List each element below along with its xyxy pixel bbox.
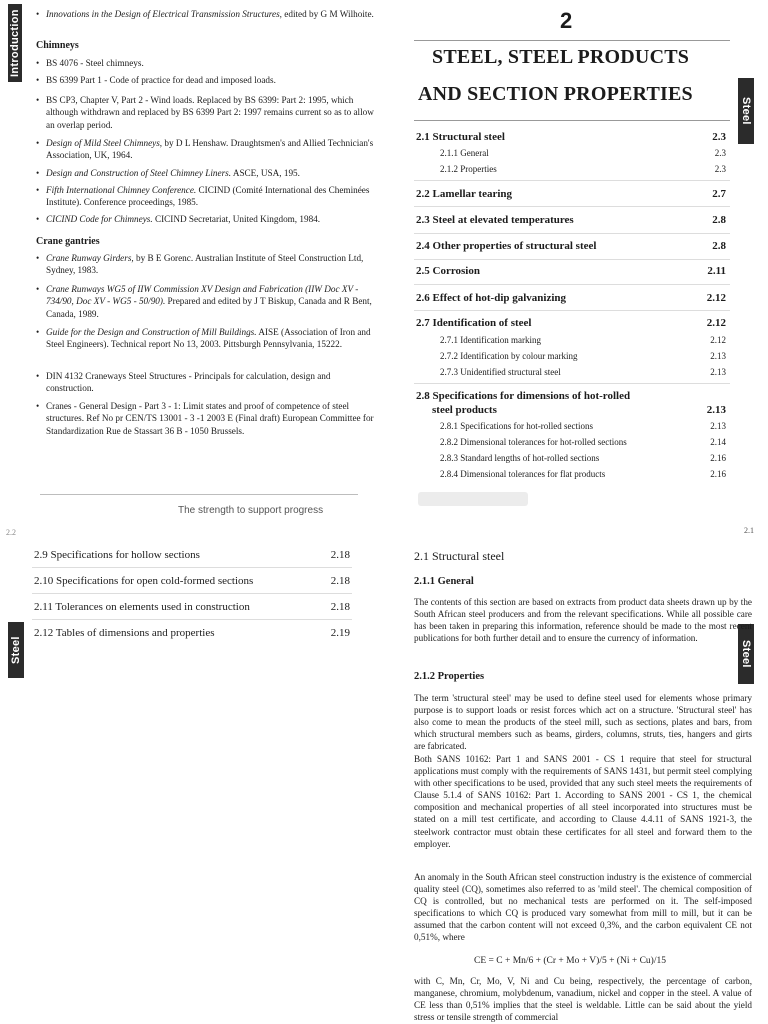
toc-entry[interactable]: 2.1 Structural steel 2.3 bbox=[416, 131, 726, 143]
properties-paragraph-4: with C, Mn, Cr, Mo, V, Ni and Cu being, respectively, the percentage of carbon, manganese, chromium, molybdenum, vanadium, nickel and copper in the steel. A value of CE less than 0,51% implies that the steel is weldable. Little can be said about the yield stress or tensile strength of commercial bbox=[414, 976, 752, 1023]
title-divider bbox=[414, 120, 730, 121]
toc-divider bbox=[414, 206, 730, 207]
toc-entry-label-line1[interactable]: 2.8 Specifications for dimensions of hot-rolled bbox=[416, 390, 631, 402]
toc-divider bbox=[32, 619, 352, 620]
toc-entry[interactable]: 2.7 Identification of steel 2.12 bbox=[416, 317, 726, 329]
toc-entry[interactable]: 2.7.2 Identification by colour marking 2.13 bbox=[440, 351, 726, 361]
crane-item: • Cranes - General Design - Part 3 - 1: Limit states and proof of competence of steel structures. Ref No pr CEN/TS 13001 - 3 -1 2003 E (Final draft) European Committee for Standardization Rue de Stassart 36 B - 1050 Brussels. bbox=[36, 400, 378, 437]
toc-entry[interactable]: 2.10 Specifications for open cold-formed sections 2.18 bbox=[34, 575, 350, 587]
toc-entry[interactable]: 2.8.2 Dimensional tolerances for hot-rolled sections 2.14 bbox=[440, 437, 726, 447]
chimneys-item: • Design and Construction of Steel Chimney Liners. ASCE, USA, 195. bbox=[36, 167, 378, 179]
toc-divider bbox=[414, 259, 730, 260]
chimneys-item: • BS CP3, Chapter V, Part 2 - Wind loads. Replaced by BS 6399: Part 2: 1995, which although withdrawn and replaced by BS 6399 Part 2: 1997 remains current so as to allow an overlap period. bbox=[36, 94, 378, 131]
bibliography-item: • Innovations in the Design of Electrical Transmission Structures, edited by G M Wilhoite. bbox=[36, 8, 378, 20]
toc-divider bbox=[32, 593, 352, 594]
toc-divider bbox=[414, 310, 730, 311]
chapter-number: 2 bbox=[560, 8, 573, 33]
section-tab-steel: Steel bbox=[738, 78, 754, 144]
toc-entry[interactable]: 2.1.1 General 2.3 bbox=[440, 148, 726, 158]
chimneys-heading: Chimneys bbox=[36, 40, 79, 51]
faded-watermark bbox=[418, 492, 528, 506]
toc-entry[interactable]: 2.8.1 Specifications for hot-rolled sections 2.13 bbox=[440, 421, 726, 431]
toc-entry[interactable]: 2.12 Tables of dimensions and properties 2.19 bbox=[34, 627, 350, 639]
chapter-title-line2: AND SECTION PROPERTIES bbox=[418, 83, 693, 105]
footer-slogan: The strength to support progress bbox=[178, 505, 324, 516]
carbon-equivalent-formula: CE = C + Mn/6 + (Cr + Mo + V)/5 + (Ni + Cu)/15 bbox=[474, 956, 666, 966]
section-title: 2.1 Structural steel bbox=[414, 549, 505, 563]
toc-divider bbox=[414, 180, 730, 181]
crane-item: • Crane Runways WG5 of IIW Commission XV Design and Fabrication (IIW Doc XV - 734/90, Doc XV - WG5 - 50/90). Prepared and edited by J T Biskup, Canada and R Bent, Canada, 1989. bbox=[36, 283, 378, 320]
toc-entry[interactable]: 2.7.3 Unidentified structural steel 2.13 bbox=[440, 367, 726, 377]
chimneys-item: • Design of Mild Steel Chimneys, by D L Henshaw. Draughtsmen's and Allied Technician's Association, UK, 1964. bbox=[36, 137, 378, 162]
section-tab-steel: Steel bbox=[738, 624, 754, 684]
crane-item: • DIN 4132 Craneways Steel Structures - Principals for calculation, design and construction. bbox=[36, 370, 378, 395]
properties-paragraph-3: An anomaly in the South African steel construction industry is the existence of commercial quality steel (CQ), sometimes also referred to as 'mild steel'. The chemical composition of CQ is controlled, but no mechanical tests are performed on it. The self-imposed specifications to which CQ is produced vary somewhat from mill to mill, but it can be assumed that the carbon content will not exceed 0,3%, and the carbon equivalent CE not 0,51%, where bbox=[414, 872, 752, 943]
chapter-divider bbox=[414, 40, 730, 41]
properties-paragraph-2: Both SANS 10162: Part 1 and SANS 2001 - CS 1 require that steel for structural applications must comply with the requirements of SANS 1431, but permit steel complying with other specifications to be used, provided that any such steel meets the requirements of Clause 5.1.4 of SANS 10162: Part 1. According to SANS 2001 - CS 1, the chemical composition and mechanical properties of all steel incorporated into structures must be stated on a mill test certificate, and according to Clause 4.4.11 of SANS 1921-3, the steelwork contractor must obtain these certificates for all steel and forward them to the employer. bbox=[414, 754, 752, 849]
section-tab-steel: Steel bbox=[8, 622, 24, 678]
toc-entry[interactable]: 2.3 Steel at elevated temperatures 2.8 bbox=[416, 214, 726, 226]
toc-entry[interactable]: 2.8.4 Dimensional tolerances for flat products 2.16 bbox=[440, 469, 726, 479]
toc-entry[interactable]: 2.11 Tolerances on elements used in construction 2.18 bbox=[34, 601, 350, 613]
chapter-title-line1: STEEL, STEEL PRODUCTS bbox=[432, 46, 690, 68]
chimneys-item: • CICIND Code for Chimneys. CICIND Secretariat, United Kingdom, 1984. bbox=[36, 213, 378, 225]
section-tab-introduction: Introduction bbox=[8, 4, 22, 82]
toc-divider bbox=[414, 284, 730, 285]
crane-item: • Guide for the Design and Construction of Mill Buildings. AISE (Association of Iron and Steel Engineers). Technical report No 13, 2003. Pittsburgh Pennsylvania, 15222. bbox=[36, 326, 378, 351]
toc-entry[interactable]: 2.2 Lamellar tearing 2.7 bbox=[416, 188, 726, 200]
toc-entry[interactable]: 2.8.3 Standard lengths of hot-rolled sections 2.16 bbox=[440, 453, 726, 463]
toc-entry[interactable]: 2.4 Other properties of structural steel 2.8 bbox=[416, 240, 726, 252]
page-number-right: 2.1 bbox=[744, 526, 754, 535]
chimneys-item: • Fifth International Chimney Conference. CICIND (Comité International des Cheminées Institute). Conference proceedings, 1985. bbox=[36, 184, 378, 209]
crane-gantries-heading: Crane gantries bbox=[36, 236, 100, 247]
properties-paragraph-1: The term 'structural steel' may be used to define steel used for elements whose primary purpose is to support loads or resist forces which act on a structure. 'Structural steel' has also come to mean the products of the steel mill, such as sections, plates and bars, from which structural members such as beams, girders, columns, struts, ties, hangers and girts are fabricated. bbox=[414, 693, 752, 752]
chimneys-item: • BS 4076 - Steel chimneys. bbox=[36, 57, 378, 69]
toc-entry[interactable]: 2.1.2 Properties 2.3 bbox=[440, 164, 726, 174]
subsection-general-heading: 2.1.1 General bbox=[414, 576, 474, 587]
page-number-left: 2.2 bbox=[6, 528, 16, 537]
toc-divider bbox=[32, 567, 352, 568]
toc-entry[interactable]: 2.6 Effect of hot-dip galvanizing 2.12 bbox=[416, 292, 726, 304]
toc-divider bbox=[414, 233, 730, 234]
toc-entry[interactable]: steel products 2.13 bbox=[432, 404, 726, 416]
footer-divider bbox=[40, 494, 358, 495]
toc-entry[interactable]: 2.7.1 Identification marking 2.12 bbox=[440, 335, 726, 345]
general-paragraph: The contents of this section are based on extracts from product data sheets drawn up by the South African steel producers and from the relevant specifications. While all possible care has been taken in preparing this information, reference should be made to the most recent publications for both further detail and to ensure the currency of information. bbox=[414, 597, 752, 644]
toc-entry[interactable]: 2.5 Corrosion 2.11 bbox=[416, 265, 726, 277]
subsection-properties-heading: 2.1.2 Properties bbox=[414, 671, 485, 682]
crane-item: • Crane Runway Girders, by B E Gorenc. Australian Institute of Steel Construction Ltd, Sydney, 1983. bbox=[36, 252, 378, 277]
chimneys-item: • BS 6399 Part 1 - Code of practice for dead and imposed loads. bbox=[36, 74, 378, 86]
toc-entry[interactable]: 2.9 Specifications for hollow sections 2.18 bbox=[34, 549, 350, 561]
toc-divider bbox=[414, 383, 730, 384]
